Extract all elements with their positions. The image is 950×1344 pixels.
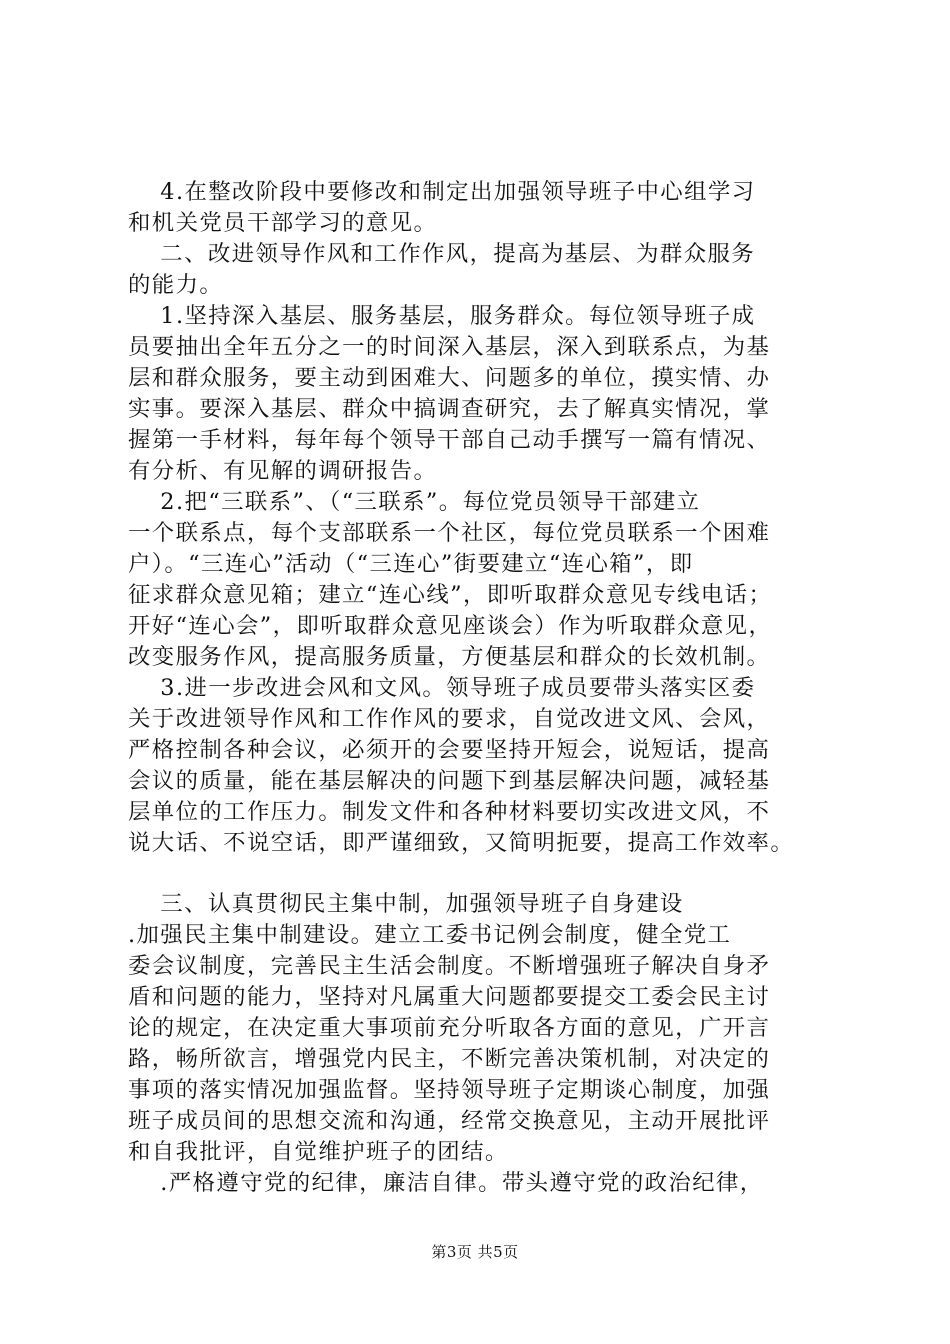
paragraph-line: 1.坚持深入基层、服务基层，服务群众。每位领导班子成 xyxy=(128,303,756,329)
paragraph-line: 路，畅所欲言，增强党内民主，不断完善决策机制，对决定的 xyxy=(128,1046,771,1072)
paragraph-line: .严格遵守党的纪律，廉洁自律。带头遵守党的政治纪律， xyxy=(128,1170,764,1196)
section-heading: 三、认真贯彻民主集中制，加强领导班子自身建设 xyxy=(128,891,684,917)
paragraph-line: 开好“连心会”，即听取群众意见座谈会）作为听取群众意见， xyxy=(128,613,773,639)
paragraph-line: 会议的质量，能在基层解决的问题下到基层解决问题，减轻基 xyxy=(128,768,771,794)
paragraph-line: 3.进一步改进会风和文风。领导班子成员要带头落实区委 xyxy=(128,675,756,701)
paragraph-line: 和机关党员干部学习的意见。 xyxy=(128,210,438,236)
paragraph-line: 严格控制各种会议，必须开的会要坚持开短会，说短话，提高 xyxy=(128,737,771,763)
paragraph-line: 一个联系点，每个支部联系一个社区，每位党员联系一个困难 xyxy=(128,520,771,546)
paragraph-line: 关于改进领导作风和工作作风的要求，自觉改进文风、会风， xyxy=(128,706,771,732)
paragraph-line: 论的规定，在决定重大事项前充分听取各方面的意见，广开言 xyxy=(128,1015,771,1041)
paragraph-line: 征求群众意见箱；建立“连心线”，即听取群众意见专线电话； xyxy=(128,582,773,608)
paragraph-line: 员要抽出全年五分之一的时间深入基层，深入到联系点，为基 xyxy=(128,334,771,360)
paragraph-line: 户）。“三连心”活动（“三连心”街要建立“连心箱”，即 xyxy=(128,551,694,577)
paragraph-line: 4.在整改阶段中要修改和制定出加强领导班子中心组学习 xyxy=(128,179,756,205)
paragraph-line: 盾和问题的能力，坚持对凡属重大问题都要提交工委会民主讨 xyxy=(128,984,771,1010)
paragraph-line: 二、改进领导作风和工作作风，提高为基层、为群众服务 xyxy=(128,241,756,267)
paragraph-line: 说大话、不说空话，即严谨细致，又简明扼要，提高工作效率。 xyxy=(128,830,795,856)
paragraph-line: 的能力。 xyxy=(128,272,224,298)
page-number-footer: 第3页 共5页 xyxy=(431,1243,519,1261)
paragraph-line: .加强民主集中制建设。建立工委书记例会制度，健全党工 xyxy=(128,922,732,948)
paragraph-line: 和自我批评，自觉维护班子的团结。 xyxy=(128,1139,509,1165)
paragraph-line: 层单位的工作压力。制发文件和各种材料要切实改进文风，不 xyxy=(128,799,771,825)
paragraph-line: 层和群众服务，要主动到困难大、问题多的单位，摸实情、办 xyxy=(128,365,771,391)
paragraph-line: 2.把“三联系”、（“三联系”。每位党员领导干部建立 xyxy=(128,489,701,515)
paragraph-line: 改变服务作风，提高服务质量，方便基层和群众的长效机制。 xyxy=(128,644,771,670)
paragraph-line: 实事。要深入基层、群众中搞调查研究，去了解真实情况，掌 xyxy=(128,396,771,422)
paragraph-line: 有分析、有见解的调研报告。 xyxy=(128,458,438,484)
paragraph-line: 委会议制度，完善民主生活会制度。不断增强班子解决自身矛 xyxy=(128,953,771,979)
paragraph-line: 班子成员间的思想交流和沟通，经常交换意见，主动开展批评 xyxy=(128,1108,771,1134)
paragraph-line: 事项的落实情况加强监督。坚持领导班子定期谈心制度，加强 xyxy=(128,1077,771,1103)
paragraph-line: 握第一手材料，每年每个领导干部自己动手撰写一篇有情况、 xyxy=(128,427,771,453)
